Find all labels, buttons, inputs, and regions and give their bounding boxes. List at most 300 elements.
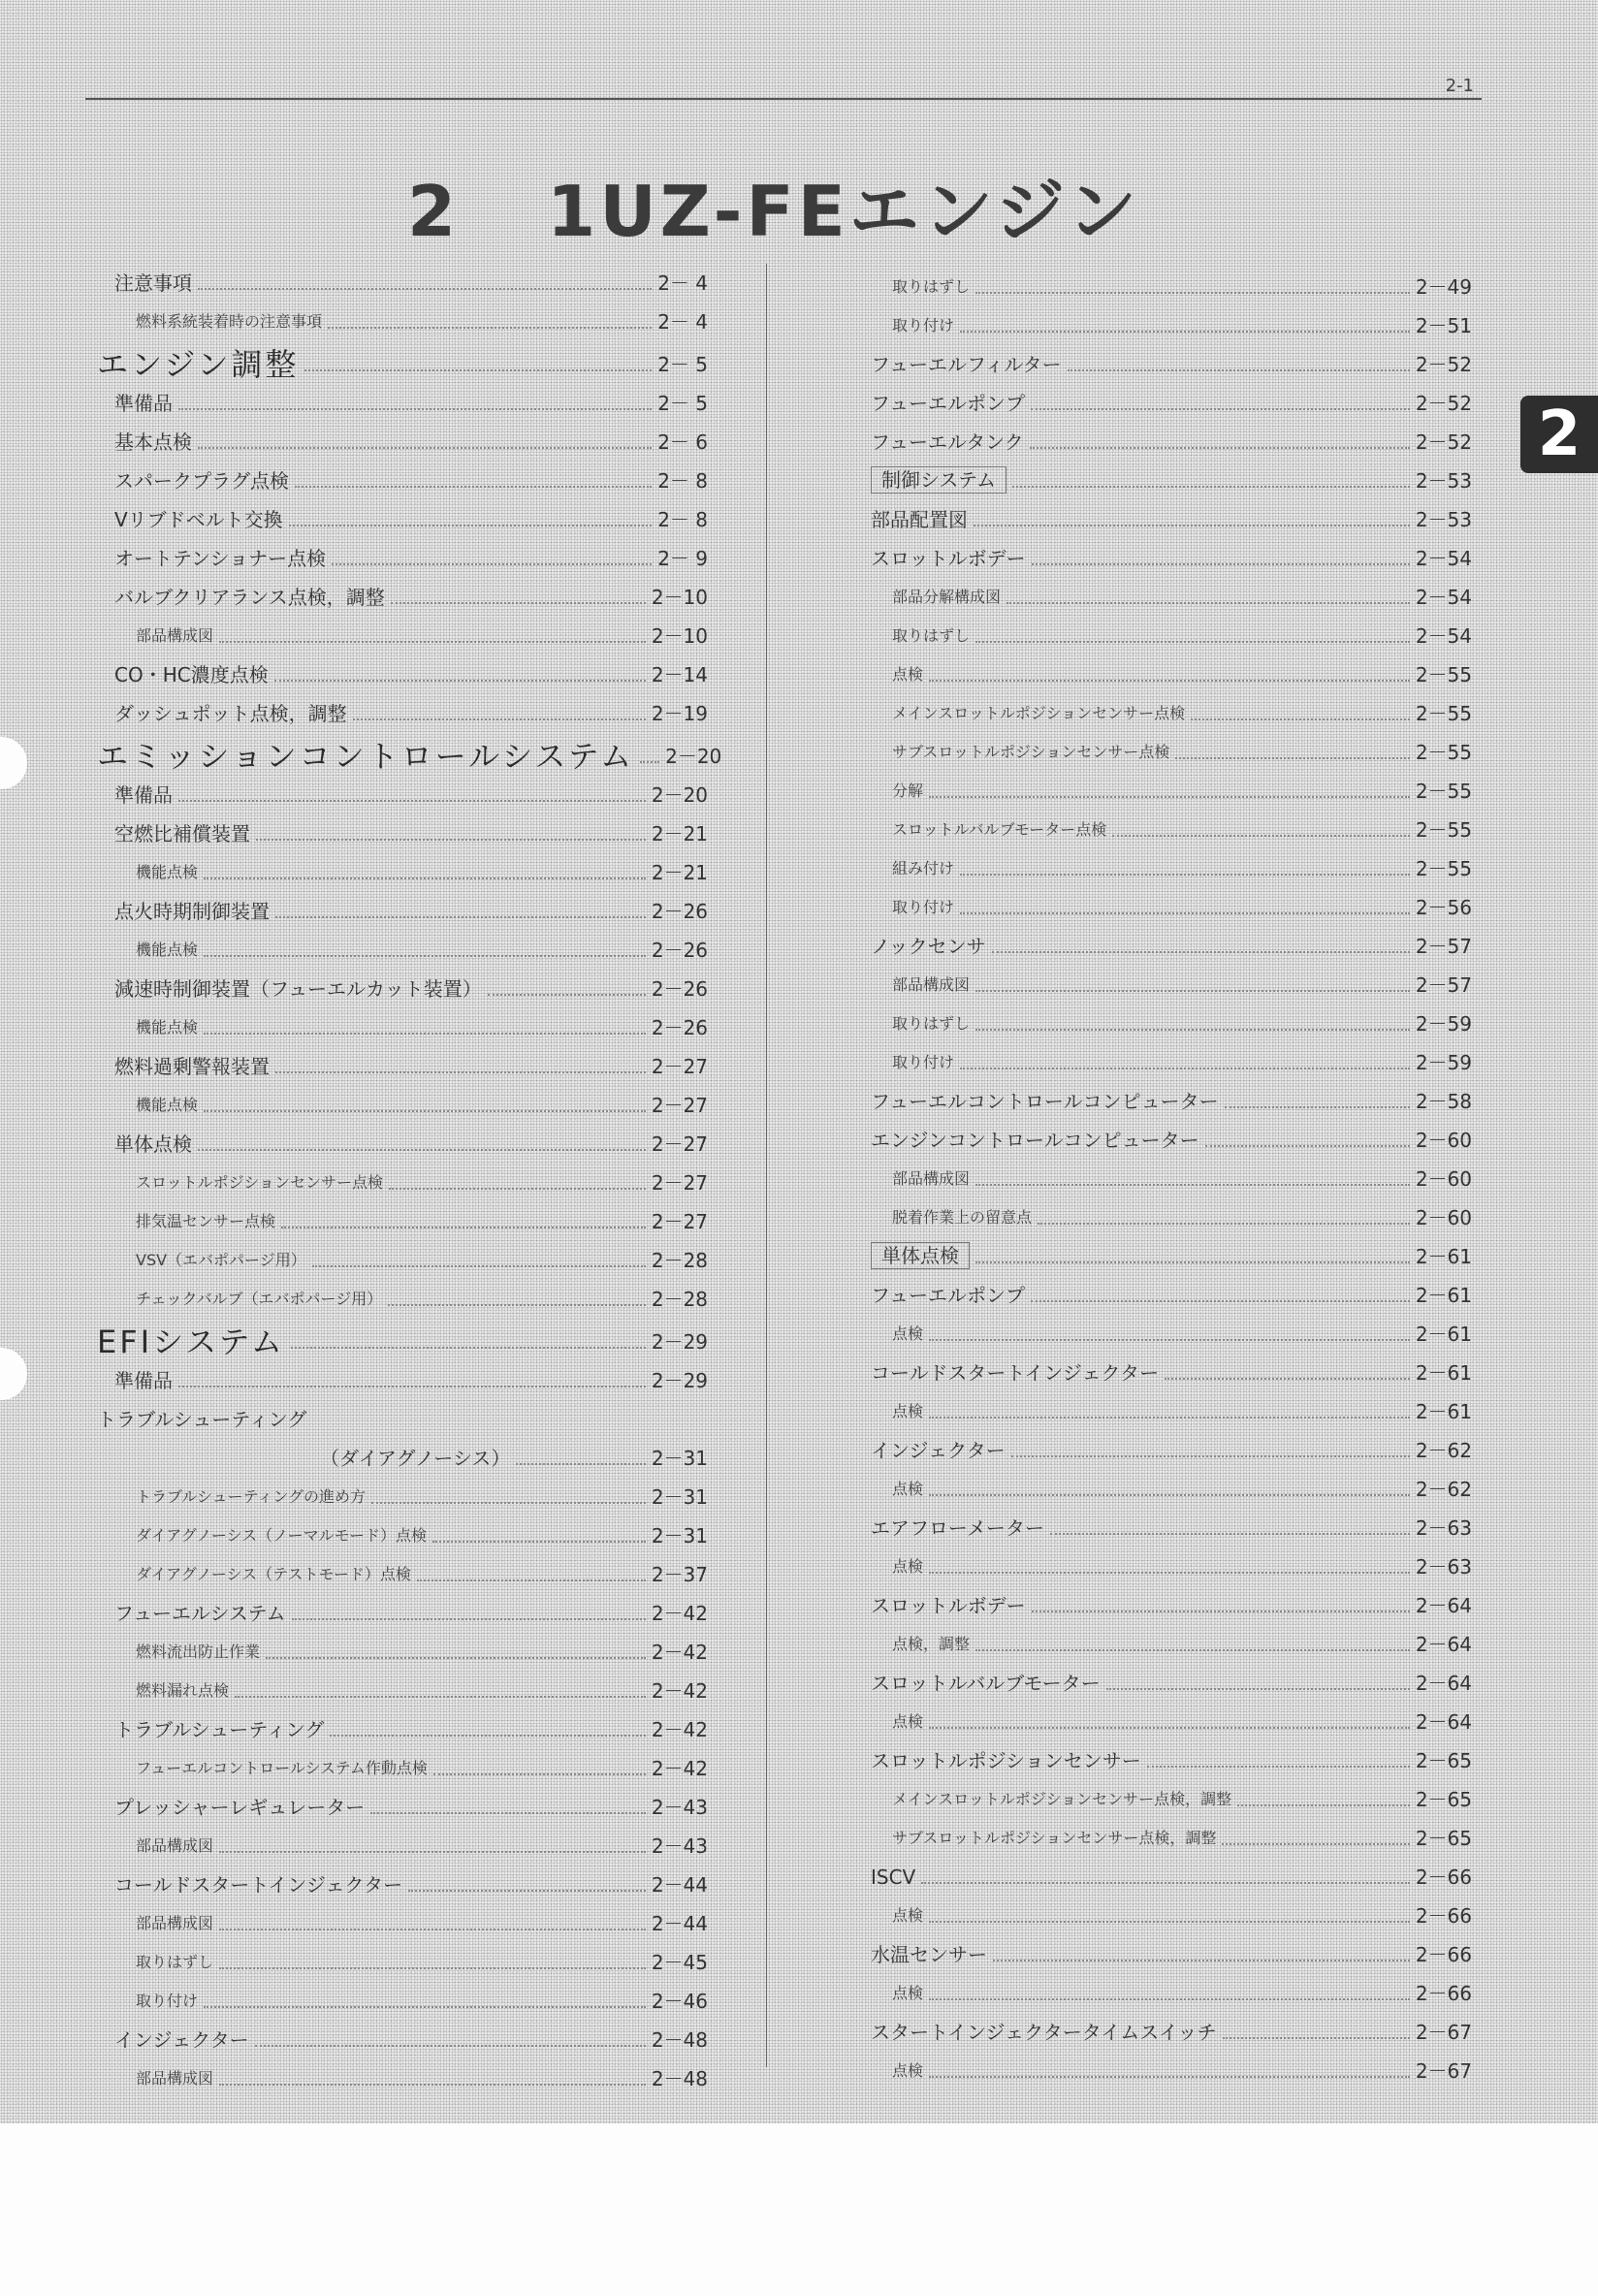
toc-entry-label: エンジンコントロールコンピューター [871,1129,1199,1152]
toc-page-number: 2－42 [651,1718,708,1741]
toc-entry-label: 燃料過剰警報装置 [114,1055,270,1078]
toc-entry[interactable] [97,729,722,775]
toc-entry[interactable] [97,1513,708,1551]
toc-entry[interactable] [853,1544,1472,1582]
toc-entry-label: EFIシステム [97,1323,285,1360]
toc-entry-label: フューエルコントロールシステム作動点検 [136,1759,428,1777]
toc-entry[interactable] [853,1505,1472,1544]
toc-entry[interactable] [97,1396,708,1435]
toc-entry-label: コールドスタートインジェクター [871,1361,1160,1385]
toc-entry-label: スロットルポジションセンサー点検 [136,1173,383,1192]
toc-page-number: 2－61 [1415,1361,1472,1385]
toc-section-box: 単体点検 [871,1242,970,1269]
toc-entry[interactable] [853,1272,1472,1311]
toc-entry[interactable] [853,690,1472,729]
toc-page-number: 2－59 [1415,1012,1472,1036]
toc-page-number: 2－29 [651,1330,708,1354]
toc-entry[interactable] [853,264,1472,303]
toc-entry[interactable] [853,1117,1472,1156]
toc-leader-dots [929,1727,1410,1729]
toc-entry-label: 点検 [892,1480,924,1498]
toc-leader-dots [1205,1145,1410,1147]
toc-leader-dots [975,292,1410,294]
toc-leader-dots [1222,1843,1409,1845]
toc-entry-label: フューエルポンプ [871,1284,1025,1307]
toc-page-number: 2－62 [1415,1478,1472,1501]
toc-entry[interactable] [97,260,708,299]
toc-leader-dots [929,680,1410,682]
toc-page-number: 2－57 [1415,973,1472,997]
toc-page-number: 2－60 [1415,1129,1472,1152]
toc-entry-label: フューエルポンプ [871,392,1025,415]
toc-page-number: 2－55 [1415,857,1472,880]
toc-page-number: 2－20 [665,745,722,768]
toc-entry-label: 点検 [892,1402,924,1420]
toc-page-number: 2－31 [651,1485,708,1509]
toc-leader-dots [1237,1804,1410,1806]
toc-entry[interactable] [97,1784,708,1823]
toc-page-number: 2－26 [651,977,708,1001]
toc-entry[interactable] [97,337,708,383]
toc-entry[interactable] [97,927,708,966]
toc-section-box: 制御システム [871,466,1007,494]
toc-entry[interactable] [97,380,708,419]
toc-page-number: 2－ 5 [657,392,708,415]
toc-entry[interactable] [853,303,1472,341]
toc-page-number: 2－43 [651,1834,708,1858]
toc-entry[interactable] [853,574,1472,613]
toc-entry[interactable] [97,574,708,613]
toc-leader-dots [1032,563,1410,565]
toc-page-number: 2－ 8 [657,508,708,531]
toc-entry[interactable] [97,1590,708,1629]
toc-page-number: 2－28 [651,1288,708,1311]
toc-leader-dots [929,796,1410,798]
toc-entry-label: VSV（エバポパージ用） [136,1251,306,1269]
toc-page-number: 2－61 [1415,1284,1472,1307]
column-divider [766,264,767,2067]
toc-entry[interactable] [853,1001,1472,1039]
toc-entry[interactable] [853,1893,1472,1931]
toc-entry-label [853,1242,970,1269]
toc-page-number: 2－52 [1415,392,1472,415]
toc-entry[interactable] [97,772,708,811]
toc-entry-label: 機能点検 [136,1096,199,1114]
toc-leader-dots [204,1110,646,1112]
toc-entry[interactable] [97,1668,708,1706]
toc-leader-dots [178,800,646,802]
toc-page-number: 2－64 [1415,1633,1472,1656]
toc-entry[interactable] [853,1815,1472,1854]
toc-leader-dots [960,912,1410,914]
toc-entry[interactable] [853,1195,1472,1233]
toc-entry-label: 分解 [892,781,924,800]
toc-leader-dots [219,1851,646,1853]
page-number: 2-1 [1445,76,1474,96]
toc-page-number: 2－ 8 [657,469,708,493]
toc-page-number: 2－59 [1415,1051,1472,1074]
toc-leader-dots [974,525,1410,526]
toc-leader-dots [274,680,646,682]
toc-entry[interactable] [97,1276,708,1315]
toc-entry[interactable] [853,1931,1472,1970]
toc-entry[interactable] [853,1311,1472,1350]
toc-entry[interactable] [853,1699,1472,1738]
toc-leader-dots [975,1029,1410,1031]
toc-page-number: 2－66 [1415,1904,1472,1928]
toc-page-number: 2－61 [1415,1245,1472,1268]
toc-leader-dots [281,1227,646,1228]
toc-page-number: 2－19 [651,702,708,725]
toc-entry[interactable] [853,1621,1472,1660]
toc-entry-label: 水温センサー [871,1943,987,1966]
toc-entry-label: 点検 [892,2061,924,2080]
toc-entry[interactable] [853,1078,1472,1117]
toc-entry[interactable] [97,811,708,849]
toc-leader-dots [1112,835,1410,837]
toc-entry-label: 空燃比補償装置 [114,822,250,845]
toc-entry-label: 機能点検 [136,1018,199,1036]
toc-leader-dots [1038,1223,1410,1225]
toc-entry[interactable] [853,1582,1472,1621]
toc-leader-dots [389,1188,646,1190]
toc-page-number: 2－53 [1415,469,1472,493]
toc-entry-label: ISCV [871,1866,916,1889]
toc-page-number: 2－43 [651,1796,708,1819]
toc-page-number: 2－54 [1415,586,1472,609]
toc-leader-dots [960,331,1410,333]
toc-page-number: 2－27 [651,1094,708,1117]
toc-page-number: 2－61 [1415,1323,1472,1346]
toc-entry[interactable] [97,849,708,888]
toc-leader-dots [1011,1455,1410,1457]
toc-entry-label: 組み付け [892,859,955,877]
toc-leader-dots [1223,2037,1410,2039]
toc-entry-label: 点検 [892,1712,924,1731]
toc-leader-dots [198,1149,646,1151]
toc-page-number: 2－26 [651,1016,708,1039]
toc-page-number: 2－49 [1415,275,1472,299]
toc-entry[interactable] [97,1900,708,1939]
toc-entry[interactable] [853,1427,1472,1466]
header-rule [85,98,1482,100]
toc-entry-label: 取りはずし [892,626,971,645]
toc-page-number: 2－54 [1415,624,1472,648]
toc-leader-dots [640,761,659,763]
toc-entry[interactable] [97,1745,708,1784]
toc-page-number: 2－27 [651,1055,708,1078]
toc-entry[interactable] [97,1121,708,1160]
toc-leader-dots [204,2006,646,2008]
toc-page-number: 2－27 [651,1171,708,1195]
toc-page-number: 2－21 [651,861,708,884]
toc-page-number: 2－42 [651,1679,708,1703]
toc-page-number: 2－ 4 [657,271,708,295]
toc-entry-label: オートテンショナー点検 [114,547,327,570]
toc-page-number: 2－64 [1415,1672,1472,1695]
toc-leader-dots [255,2045,646,2047]
toc-entry[interactable] [853,768,1472,807]
toc-entry-label: バルブクリアランス点検，調整 [114,586,385,609]
toc-page-number: 2－44 [651,1873,708,1897]
toc-leader-dots [433,1773,646,1775]
toc-entry-label: エンジン調整 [97,346,300,383]
toc-leader-dots [1012,486,1410,488]
toc-entry[interactable] [97,2017,708,2056]
toc-leader-dots [975,1184,1410,1186]
toc-page-number: 2－66 [1415,1866,1472,1889]
toc-leader-dots [256,839,646,841]
toc-entry-label: 機能点検 [136,863,199,881]
toc-leader-dots [488,994,646,996]
toc-entry[interactable] [853,1388,1472,1427]
toc-entry-label: 部品構成図 [892,975,971,994]
toc-leader-dots [1147,1766,1410,1768]
toc-entry[interactable] [853,1156,1472,1195]
toc-entry-label: 燃料漏れ点検 [136,1681,230,1700]
toc-leader-dots [1225,1106,1410,1108]
toc-entry-label: 部品構成図 [136,2069,214,2088]
toc-leader-dots [304,369,652,371]
toc-page-number: 2－55 [1415,663,1472,686]
toc-entry[interactable] [97,1435,708,1474]
toc-leader-dots [198,288,652,290]
toc-entry-label: メインスロットルポジションセンサー点検，調整 [892,1790,1232,1808]
toc-entry-label: フューエルコントロールコンピューター [871,1090,1219,1113]
toc-entry[interactable] [97,1823,708,1862]
toc-entry-label: 燃料流出防止作業 [136,1642,261,1661]
toc-entry-label: 点検，調整 [892,1635,971,1653]
toc-entry[interactable] [853,613,1472,652]
toc-leader-dots [1031,1300,1410,1302]
toc-entry[interactable] [853,1854,1472,1893]
toc-entry-label: トラブルシューティング [97,1408,307,1431]
toc-entry-label: 点検 [892,1984,924,2002]
toc-entry-label: スロットルバルブモーター点検 [892,820,1107,839]
toc-entry[interactable] [853,2009,1472,2048]
toc-page-number: 2－64 [1415,1594,1472,1617]
toc-entry-label: ダイアグノーシス（テストモード）点検 [136,1565,411,1583]
toc-leader-dots [1165,1378,1410,1380]
toc-entry[interactable] [853,496,1472,535]
toc-entry[interactable] [853,535,1472,574]
toc-entry[interactable] [853,458,1472,496]
toc-entry[interactable] [97,1474,708,1513]
toc-page-number: 2－55 [1415,702,1472,725]
toc-entry[interactable] [853,1660,1472,1699]
toc-page-number: 2－53 [1415,508,1472,531]
toc-entry[interactable] [97,1315,708,1360]
toc-page-number: 2－42 [651,1757,708,1780]
toc-entry-label: プレッシャーレギュレーター [114,1796,366,1819]
toc-entry[interactable] [853,884,1472,923]
toc-leader-dots [204,955,646,957]
toc-entry[interactable] [97,1198,708,1237]
toc-entry-label: 減速時制御装置（フューエルカット装置） [114,977,482,1001]
toc-entry-label: 部品構成図 [136,1836,214,1855]
toc-page-number: 2－61 [1415,1400,1472,1423]
toc-entry[interactable] [97,299,708,337]
toc-leader-dots [1175,757,1409,759]
toc-leader-dots [219,641,646,643]
toc-page-number: 2－31 [651,1447,708,1470]
toc-page-number: 2－65 [1415,1749,1472,1772]
toc-entry[interactable] [853,1039,1472,1078]
toc-leader-dots [275,1071,646,1073]
toc-entry-label: 取り付け [892,316,955,335]
toc-entry[interactable] [97,458,708,496]
toc-entry-label: （ダイアグノーシス） [320,1447,511,1470]
toc-page-number: 2－10 [651,586,708,609]
toc-page-number: 2－26 [651,939,708,962]
toc-leader-dots [292,1618,646,1620]
toc-entry-label: CO・HC濃度点検 [114,663,269,686]
toc-page-number: 2－20 [651,783,708,807]
toc-entry[interactable] [97,966,708,1004]
toc-entry[interactable] [853,652,1472,690]
toc-entry-label: Vリブドベルト交換 [114,508,283,531]
toc-entry[interactable] [97,1862,708,1900]
toc-page-number: 2－63 [1415,1516,1472,1540]
toc-entry[interactable] [853,962,1472,1001]
toc-entry[interactable] [97,1237,708,1276]
toc-entry-label: スロットルポジションセンサー [871,1749,1141,1772]
toc-entry-label: 部品構成図 [136,626,214,645]
toc-leader-dots [178,408,652,410]
toc-entry[interactable] [97,652,708,690]
toc-entry-label: インジェクター [871,1439,1006,1462]
toc-entry-label: 点検 [892,1324,924,1343]
toc-leader-dots [328,327,652,329]
toc-entry[interactable] [853,2048,1472,2087]
toc-entry[interactable] [853,1350,1472,1388]
toc-leader-dots [204,877,646,879]
toc-entry-label: ダッシュポット点検，調整 [114,702,347,725]
toc-entry[interactable] [853,807,1472,845]
toc-page-number: 2－48 [651,2067,708,2090]
toc-entry-label [853,466,1007,494]
toc-entry-label: 燃料系統装着時の注意事項 [136,312,323,331]
toc-entry[interactable] [97,1082,708,1121]
toc-leader-dots [1032,1610,1410,1612]
toc-entry-label: 部品分解構成図 [892,588,1002,606]
toc-leader-dots [332,563,652,565]
toc-entry[interactable] [97,613,708,652]
chapter-title [407,167,1202,256]
toc-entry[interactable] [853,729,1472,768]
toc-entry[interactable] [853,380,1472,419]
toc-leader-dots [198,447,652,449]
toc-leader-dots [330,1735,646,1737]
toc-entry[interactable] [97,2056,708,2094]
toc-page-number: 2－62 [1415,1439,1472,1462]
toc-page-number: 2－42 [651,1602,708,1625]
toc-entry-label: 単体点検 [114,1132,192,1156]
toc-entry[interactable] [853,1233,1472,1272]
toc-page-number: 2－65 [1415,1788,1472,1811]
toc-entry[interactable] [97,1939,708,1978]
toc-entry-label: 部品構成図 [136,1914,214,1932]
toc-leader-dots [1031,408,1410,410]
toc-entry-label: 部品構成図 [892,1169,971,1188]
toc-page-number: 2－52 [1415,430,1472,454]
toc-entry-label: エミッションコントロールシステム [97,738,635,775]
toc-page-number: 2－45 [651,1951,708,1974]
toc-entry[interactable] [97,1706,708,1745]
toc-entry[interactable] [97,1357,708,1396]
toc-leader-dots [1191,718,1410,720]
chapter-number: 2 [407,171,461,252]
toc-entry[interactable] [853,1776,1472,1815]
toc-entry[interactable] [97,1551,708,1590]
toc-entry[interactable] [853,845,1472,884]
toc-leader-dots [295,486,652,488]
toc-entry[interactable] [853,923,1472,962]
toc-leader-dots [993,1960,1410,1961]
toc-page-number: 2－66 [1415,1943,1472,1966]
toc-right-column [853,264,1472,2087]
toc-page-number: 2－58 [1415,1090,1472,1113]
toc-entry[interactable] [97,690,708,729]
toc-entry-label: エアフローメーター [871,1516,1044,1540]
toc-entry[interactable] [97,535,708,574]
toc-entry-label: スロットルボデー [871,1594,1026,1617]
toc-page-number: 2－54 [1415,547,1472,570]
toc-entry[interactable] [97,496,708,535]
toc-entry-label: ダイアグノーシス（ノーマルモード）点検 [136,1526,428,1545]
toc-entry[interactable] [97,1004,708,1043]
toc-page-number: 2－60 [1415,1167,1472,1191]
toc-entry-label: 脱着作業上の留意点 [892,1208,1033,1227]
toc-entry[interactable] [97,1629,708,1668]
toc-entry-label: インジェクター [114,2028,249,2052]
toc-entry[interactable] [97,1978,708,2017]
toc-leader-dots [353,718,646,720]
toc-entry-label: ノックセンサ [871,935,986,958]
toc-entry[interactable] [853,1970,1472,2009]
toc-entry[interactable] [853,1466,1472,1505]
toc-left-column [97,260,722,2094]
toc-page-number: 2－66 [1415,1982,1472,2005]
toc-entry[interactable] [97,1160,708,1198]
toc-entry-label: スタートインジェクタータイムスイッチ [871,2021,1217,2044]
toc-leader-dots [929,1572,1410,1574]
toc-page-number: 2－67 [1415,2021,1472,2044]
toc-page-number: 2－63 [1415,1555,1472,1578]
toc-entry-label: 基本点検 [114,430,192,454]
toc-entry[interactable] [853,341,1472,380]
toc-page-number: 2－64 [1415,1710,1472,1734]
toc-entry[interactable] [97,419,708,458]
toc-entry-label: 取り付け [892,898,955,916]
toc-entry[interactable] [853,1738,1472,1776]
toc-leader-dots [432,1541,646,1543]
toc-page-number: 2－26 [651,900,708,923]
toc-leader-dots [975,641,1410,643]
toc-entry-label: スパークプラグ点検 [114,469,289,493]
toc-entry-label: 注意事項 [114,271,192,295]
toc-leader-dots [1030,447,1410,449]
toc-entry[interactable] [97,888,708,927]
toc-leader-dots [266,1657,646,1659]
toc-page-number: 2－51 [1415,314,1472,337]
toc-entry-label: 機能点検 [136,941,199,959]
toc-entry-label: 点検 [892,1557,924,1576]
toc-entry[interactable] [853,419,1472,458]
toc-leader-dots [219,1967,646,1969]
toc-page-number: 2－52 [1415,353,1472,376]
toc-entry[interactable] [97,1043,708,1082]
